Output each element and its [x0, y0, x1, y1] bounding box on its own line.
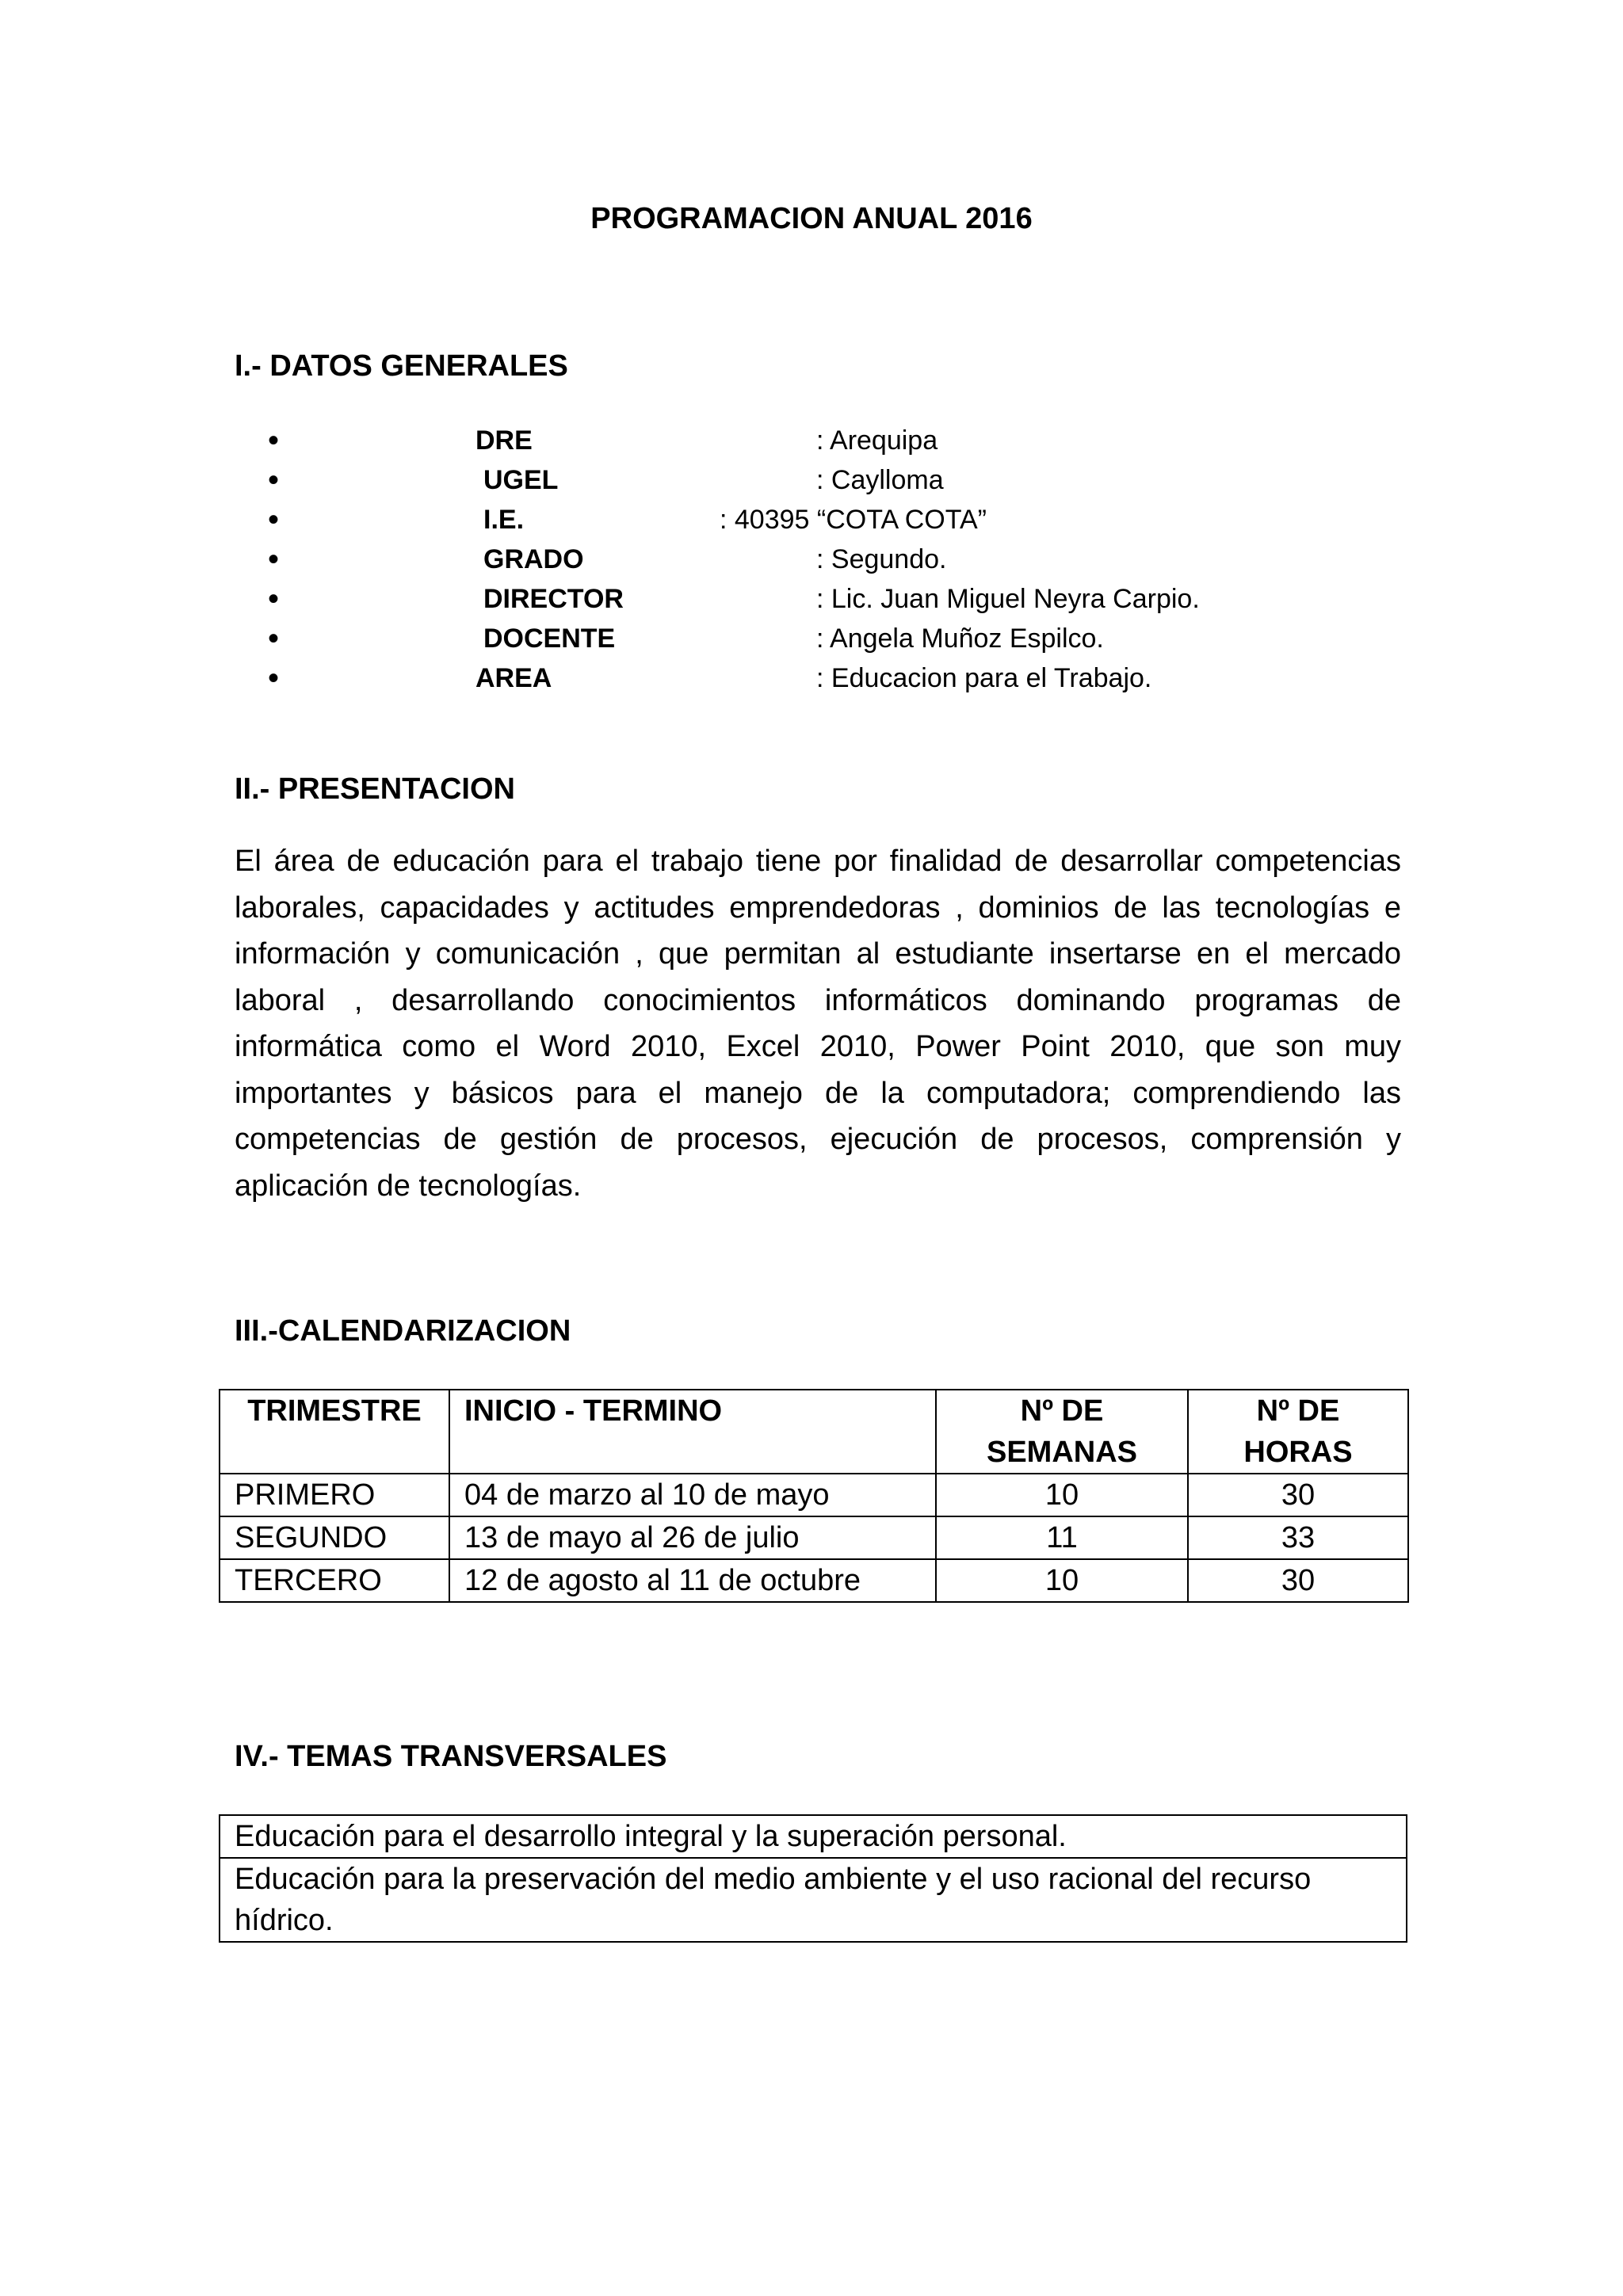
presentacion-paragraph: El área de educación para el trabajo tiene por finalidad de desarrollar competencias laborales, capacidades y actitudes emprendedoras , dominios de las tecnologías e información y comunicación , que permitan al estudiante insertarse en el mercado laboral , desarrollando conocimientos informáticos dominando programas de informática como el Word 2010, Excel 2010, Power Point 2010, que son muy importantes y básicos para el manejo de la computadora; comprendiendo las competencias de gestión de procesos, ejecución de procesos, comprensión y aplicación de tecnologías. — [235, 845, 1401, 1203]
semanas-cell: 10 — [936, 1474, 1188, 1516]
periodo-cell: 12 de agosto al 11 de octubre — [449, 1559, 936, 1602]
temas-transversales-table — [219, 1814, 1407, 1943]
header-semanas-line1: Nº DE — [1020, 1394, 1104, 1428]
header-inicio-termino — [449, 1390, 936, 1474]
temas-transversales-heading: IV.- TEMAS TRANSVERSALES — [235, 1740, 667, 1773]
area-label: AREA — [475, 663, 552, 693]
periodo-cell: 13 de mayo al 26 de julio — [449, 1516, 936, 1559]
document-title: PROGRAMACION ANUAL 2016 — [590, 202, 1033, 235]
docente-label: DOCENTE — [483, 624, 616, 654]
header-semanas-line2: SEMANAS — [986, 1436, 1138, 1469]
trimestre-cell: SEGUNDO — [220, 1516, 449, 1559]
bullet-icon: • — [268, 582, 280, 616]
table-row — [220, 1858, 1407, 1942]
bullet-icon: • — [268, 423, 280, 458]
horas-cell: 30 — [1188, 1474, 1408, 1516]
ugel-label: UGEL — [483, 465, 559, 495]
table-header-row — [220, 1390, 1408, 1474]
grado-value: : Segundo. — [816, 544, 947, 574]
table-row — [220, 1474, 1408, 1516]
table-row — [220, 1815, 1407, 1858]
docente-value: : Angela Muñoz Espilco. — [816, 624, 1104, 654]
header-trimestre — [220, 1390, 449, 1474]
header-trimestre-text: TRIMESTRE — [247, 1394, 422, 1428]
table-row — [220, 1516, 1408, 1559]
header-inicio-termino-text: INICIO - TERMINO — [464, 1394, 723, 1428]
calendarizacion-table — [219, 1389, 1409, 1603]
semanas-cell: 11 — [936, 1516, 1188, 1559]
periodo-cell: 04 de marzo al 10 de mayo — [449, 1474, 936, 1516]
presentacion-heading: II.- PRESENTACION — [235, 772, 515, 806]
table-row — [220, 1559, 1408, 1602]
ie-label: I.E. — [483, 505, 525, 535]
dre-label: DRE — [475, 425, 533, 456]
area-value: : Educacion para el Trabajo. — [816, 663, 1152, 693]
bullet-icon: • — [268, 661, 280, 696]
datos-generales-heading: I.- DATOS GENERALES — [235, 349, 568, 383]
header-semanas — [936, 1390, 1188, 1474]
tema-cell: Educación para la preservación del medio ambiente y el uso racional del recurso hídrico. — [220, 1858, 1407, 1942]
tema-cell: Educación para el desarrollo integral y la superación personal. — [220, 1815, 1407, 1858]
header-horas-line2: HORAS — [1243, 1436, 1353, 1469]
ugel-value: : Caylloma — [816, 465, 944, 495]
bullet-icon: • — [268, 502, 280, 537]
horas-cell: 30 — [1188, 1559, 1408, 1602]
bullet-icon: • — [268, 542, 280, 577]
header-horas — [1188, 1390, 1408, 1474]
semanas-cell: 10 — [936, 1559, 1188, 1602]
grado-label: GRADO — [483, 544, 584, 574]
bullet-icon: • — [268, 621, 280, 656]
director-value: : Lic. Juan Miguel Neyra Carpio. — [816, 584, 1200, 614]
calendarizacion-heading: III.-CALENDARIZACION — [235, 1314, 571, 1348]
header-horas-line1: Nº DE — [1256, 1394, 1340, 1428]
trimestre-cell: PRIMERO — [220, 1474, 449, 1516]
dre-value: : Arequipa — [816, 425, 938, 456]
bullet-icon: • — [268, 463, 280, 498]
horas-cell: 33 — [1188, 1516, 1408, 1559]
ie-value: : 40395 “COTA COTA” — [720, 505, 987, 535]
director-label: DIRECTOR — [483, 584, 624, 614]
trimestre-cell: TERCERO — [220, 1559, 449, 1602]
